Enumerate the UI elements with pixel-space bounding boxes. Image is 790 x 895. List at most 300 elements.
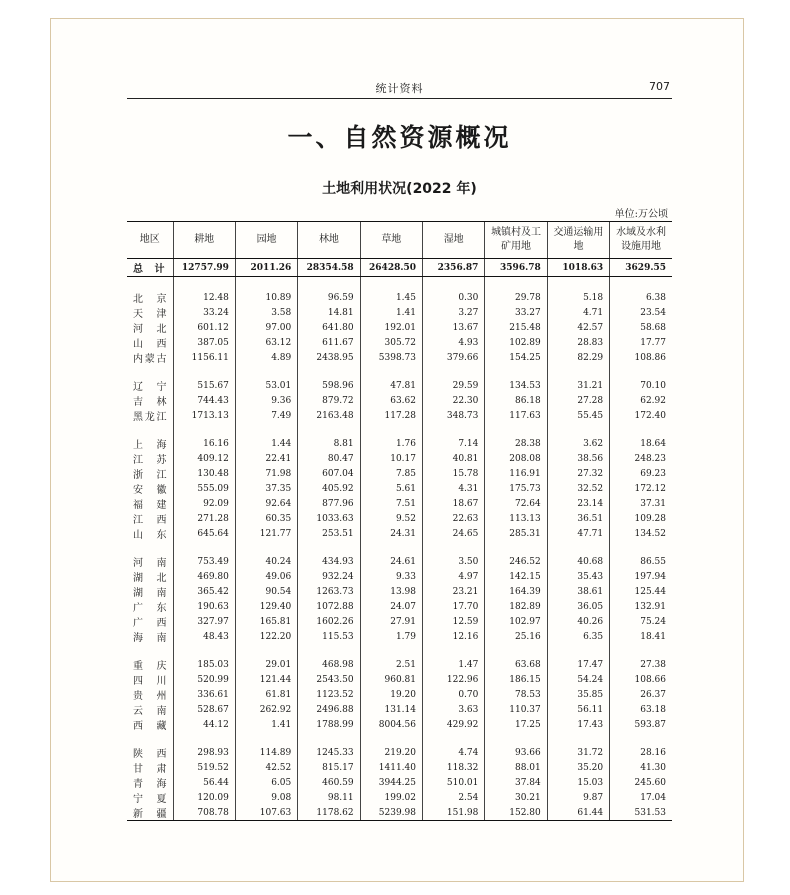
spacer-cell <box>360 644 422 657</box>
value-cell: 31.72 <box>547 745 609 760</box>
spacer-cell <box>173 732 235 745</box>
value-cell: 36.51 <box>547 511 609 526</box>
table-row <box>127 629 672 644</box>
group-spacer <box>127 365 672 378</box>
value-cell: 0.30 <box>423 290 485 305</box>
table-row <box>127 290 672 305</box>
value-cell: 42.52 <box>235 760 297 775</box>
value-cell: 28.83 <box>547 335 609 350</box>
value-cell: 190.63 <box>173 599 235 614</box>
value-cell: 641.80 <box>298 320 360 335</box>
value-cell: 3629.55 <box>610 259 672 277</box>
value-cell: 1.45 <box>360 290 422 305</box>
value-cell: 86.18 <box>485 393 547 408</box>
value-cell: 1245.33 <box>298 745 360 760</box>
value-cell: 22.63 <box>423 511 485 526</box>
region-cell: 河北 <box>133 324 167 335</box>
value-cell: 18.67 <box>423 496 485 511</box>
region-cell: 广东 <box>133 603 167 614</box>
region-cell: 总计 <box>127 259 173 277</box>
value-cell: 110.37 <box>485 702 547 717</box>
value-cell: 15.78 <box>423 466 485 481</box>
value-cell: 17.70 <box>423 599 485 614</box>
spacer-cell <box>127 732 173 745</box>
column-header: 草地 <box>360 222 422 259</box>
value-cell: 38.61 <box>547 584 609 599</box>
value-cell: 71.98 <box>235 466 297 481</box>
value-cell: 336.61 <box>173 687 235 702</box>
value-cell: 27.28 <box>547 393 609 408</box>
chapter-title: 一、自然资源概况 <box>287 123 512 152</box>
value-cell: 2496.88 <box>298 702 360 717</box>
value-cell: 2543.50 <box>298 672 360 687</box>
value-cell: 13.67 <box>423 320 485 335</box>
group-spacer <box>127 732 672 745</box>
value-cell: 116.91 <box>485 466 547 481</box>
value-cell: 9.36 <box>235 393 297 408</box>
region-cell: 江西 <box>133 515 167 526</box>
value-cell: 10.89 <box>235 290 297 305</box>
value-cell: 98.11 <box>298 790 360 805</box>
spacer-cell <box>610 365 672 378</box>
value-cell: 409.12 <box>173 451 235 466</box>
spacer-cell <box>127 365 173 378</box>
value-cell: 6.35 <box>547 629 609 644</box>
value-cell: 32.52 <box>547 481 609 496</box>
value-cell: 23.21 <box>423 584 485 599</box>
value-cell: 298.93 <box>173 745 235 760</box>
value-cell: 172.40 <box>610 408 672 423</box>
value-cell: 1713.13 <box>173 408 235 423</box>
spacer-cell <box>298 423 360 436</box>
value-cell: 468.98 <box>298 657 360 672</box>
table-row <box>127 451 672 466</box>
spacer-cell <box>610 277 672 291</box>
value-cell: 63.18 <box>610 702 672 717</box>
spacer-cell <box>235 277 297 291</box>
value-cell: 37.84 <box>485 775 547 790</box>
value-cell: 1178.62 <box>298 805 360 821</box>
value-cell: 1156.11 <box>173 350 235 365</box>
value-cell: 405.92 <box>298 481 360 496</box>
value-cell: 35.43 <box>547 569 609 584</box>
table-row <box>127 350 672 365</box>
value-cell: 165.81 <box>235 614 297 629</box>
region-cell: 上海 <box>133 440 167 451</box>
spacer-cell <box>298 732 360 745</box>
column-header: 地区 <box>127 222 173 259</box>
region-cell: 山西 <box>133 339 167 350</box>
table-row <box>127 526 672 541</box>
value-cell: 121.44 <box>235 672 297 687</box>
value-cell: 10.17 <box>360 451 422 466</box>
column-header: 耕地 <box>173 222 235 259</box>
value-cell: 54.24 <box>547 672 609 687</box>
spacer-cell <box>360 423 422 436</box>
value-cell: 215.48 <box>485 320 547 335</box>
land-use-table <box>127 221 672 821</box>
value-cell: 3.50 <box>423 554 485 569</box>
value-cell: 598.96 <box>298 378 360 393</box>
value-cell: 708.78 <box>173 805 235 821</box>
total-row <box>127 259 672 277</box>
value-cell: 17.43 <box>547 717 609 732</box>
value-cell: 19.20 <box>360 687 422 702</box>
value-cell: 125.44 <box>610 584 672 599</box>
value-cell: 4.31 <box>423 481 485 496</box>
value-cell: 13.98 <box>360 584 422 599</box>
spacer-cell <box>423 423 485 436</box>
value-cell: 37.35 <box>235 481 297 496</box>
value-cell: 114.89 <box>235 745 297 760</box>
value-cell: 429.92 <box>423 717 485 732</box>
region-cell: 四川 <box>133 676 167 687</box>
value-cell: 4.74 <box>423 745 485 760</box>
group-spacer <box>127 277 672 291</box>
spacer-cell <box>610 732 672 745</box>
value-cell: 24.07 <box>360 599 422 614</box>
value-cell: 186.15 <box>485 672 547 687</box>
value-cell: 932.24 <box>298 569 360 584</box>
region-cell: 重庆 <box>133 661 167 672</box>
spacer-cell <box>485 541 547 554</box>
spacer-cell <box>173 423 235 436</box>
value-cell: 434.93 <box>298 554 360 569</box>
value-cell: 4.93 <box>423 335 485 350</box>
spacer-cell <box>298 277 360 291</box>
value-cell: 9.08 <box>235 790 297 805</box>
table-row <box>127 672 672 687</box>
value-cell: 164.39 <box>485 584 547 599</box>
region-cell: 新疆 <box>127 805 173 821</box>
value-cell: 134.53 <box>485 378 547 393</box>
value-cell: 49.06 <box>235 569 297 584</box>
value-cell: 877.96 <box>298 496 360 511</box>
value-cell: 4.71 <box>547 305 609 320</box>
table-row <box>127 614 672 629</box>
value-cell: 3.62 <box>547 436 609 451</box>
value-cell: 102.97 <box>485 614 547 629</box>
value-cell: 60.35 <box>235 511 297 526</box>
value-cell: 131.14 <box>360 702 422 717</box>
table-row <box>127 481 672 496</box>
value-cell: 121.77 <box>235 526 297 541</box>
value-cell: 199.02 <box>360 790 422 805</box>
spacer-cell <box>360 277 422 291</box>
value-cell: 113.13 <box>485 511 547 526</box>
group-spacer <box>127 423 672 436</box>
spacer-cell <box>360 365 422 378</box>
column-header: 城镇村及工矿用地 <box>485 222 547 259</box>
value-cell: 27.32 <box>547 466 609 481</box>
value-cell: 154.25 <box>485 350 547 365</box>
value-cell: 1.79 <box>360 629 422 644</box>
value-cell: 92.09 <box>173 496 235 511</box>
value-cell: 2163.48 <box>298 408 360 423</box>
region-cell: 吉林 <box>133 397 167 408</box>
value-cell: 102.89 <box>485 335 547 350</box>
value-cell: 3.58 <box>235 305 297 320</box>
spacer-cell <box>235 732 297 745</box>
spacer-cell <box>298 541 360 554</box>
spacer-cell <box>235 423 297 436</box>
value-cell: 1.41 <box>360 305 422 320</box>
value-cell: 122.96 <box>423 672 485 687</box>
value-cell: 151.98 <box>423 805 485 821</box>
value-cell: 93.66 <box>485 745 547 760</box>
value-cell: 387.05 <box>173 335 235 350</box>
spacer-cell <box>485 732 547 745</box>
value-cell: 7.14 <box>423 436 485 451</box>
table-row <box>127 305 672 320</box>
value-cell: 122.20 <box>235 629 297 644</box>
value-cell: 97.00 <box>235 320 297 335</box>
table-row <box>127 466 672 481</box>
table-row <box>127 717 672 732</box>
region-cell: 云南 <box>133 706 167 717</box>
value-cell: 6.38 <box>610 290 672 305</box>
value-cell: 7.85 <box>360 466 422 481</box>
value-cell: 960.81 <box>360 672 422 687</box>
spacer-cell <box>360 541 422 554</box>
spacer-cell <box>485 644 547 657</box>
region-cell: 湖北 <box>133 573 167 584</box>
value-cell: 117.28 <box>360 408 422 423</box>
value-cell: 555.09 <box>173 481 235 496</box>
value-cell: 63.68 <box>485 657 547 672</box>
value-cell: 18.41 <box>610 629 672 644</box>
value-cell: 12757.99 <box>173 259 235 277</box>
region-cell: 辽宁 <box>133 382 167 393</box>
value-cell: 26.37 <box>610 687 672 702</box>
table-body <box>127 259 672 821</box>
spacer-cell <box>298 365 360 378</box>
value-cell: 63.62 <box>360 393 422 408</box>
value-cell: 118.32 <box>423 760 485 775</box>
table-row <box>127 496 672 511</box>
column-header: 水域及水利设施用地 <box>610 222 672 259</box>
value-cell: 1.41 <box>235 717 297 732</box>
value-cell: 22.30 <box>423 393 485 408</box>
value-cell: 24.65 <box>423 526 485 541</box>
value-cell: 9.33 <box>360 569 422 584</box>
value-cell: 1072.88 <box>298 599 360 614</box>
value-cell: 78.53 <box>485 687 547 702</box>
spacer-cell <box>173 644 235 657</box>
value-cell: 285.31 <box>485 526 547 541</box>
value-cell: 197.94 <box>610 569 672 584</box>
spacer-cell <box>127 423 173 436</box>
value-cell: 262.92 <box>235 702 297 717</box>
value-cell: 55.45 <box>547 408 609 423</box>
value-cell: 132.91 <box>610 599 672 614</box>
value-cell: 28354.58 <box>298 259 360 277</box>
value-cell: 1123.52 <box>298 687 360 702</box>
spacer-cell <box>485 423 547 436</box>
table-row <box>127 760 672 775</box>
spacer-cell <box>547 277 609 291</box>
value-cell: 120.09 <box>173 790 235 805</box>
value-cell: 327.97 <box>173 614 235 629</box>
value-cell: 48.43 <box>173 629 235 644</box>
value-cell: 115.53 <box>298 629 360 644</box>
column-header: 林地 <box>298 222 360 259</box>
spacer-cell <box>547 732 609 745</box>
value-cell: 56.44 <box>173 775 235 790</box>
value-cell: 9.52 <box>360 511 422 526</box>
spacer-cell <box>423 644 485 657</box>
value-cell: 2356.87 <box>423 259 485 277</box>
value-cell: 42.57 <box>547 320 609 335</box>
spacer-cell <box>127 277 173 291</box>
value-cell: 8004.56 <box>360 717 422 732</box>
value-cell: 40.26 <box>547 614 609 629</box>
table-row <box>127 408 672 423</box>
value-cell: 31.21 <box>547 378 609 393</box>
table-row <box>127 599 672 614</box>
value-cell: 63.12 <box>235 335 297 350</box>
column-header: 交通运输用地 <box>547 222 609 259</box>
value-cell: 134.52 <box>610 526 672 541</box>
value-cell: 611.67 <box>298 335 360 350</box>
value-cell: 109.28 <box>610 511 672 526</box>
spacer-cell <box>173 541 235 554</box>
table-title: 土地利用状况(2022 年) <box>322 181 477 197</box>
region-cell: 湖南 <box>133 588 167 599</box>
value-cell: 593.87 <box>610 717 672 732</box>
value-cell: 56.11 <box>547 702 609 717</box>
region-cell: 山东 <box>133 530 167 541</box>
spacer-cell <box>423 541 485 554</box>
value-cell: 92.64 <box>235 496 297 511</box>
value-cell: 3596.78 <box>485 259 547 277</box>
table-row <box>127 393 672 408</box>
table-row <box>127 790 672 805</box>
value-cell: 96.59 <box>298 290 360 305</box>
value-cell: 152.80 <box>485 805 547 821</box>
value-cell: 108.66 <box>610 672 672 687</box>
value-cell: 14.81 <box>298 305 360 320</box>
section-name: 统计资料 <box>375 82 424 95</box>
spacer-cell <box>423 732 485 745</box>
value-cell: 44.12 <box>173 717 235 732</box>
value-cell: 185.03 <box>173 657 235 672</box>
spacer-cell <box>547 541 609 554</box>
value-cell: 2.54 <box>423 790 485 805</box>
spacer-cell <box>235 644 297 657</box>
value-cell: 130.48 <box>173 466 235 481</box>
column-header: 园地 <box>235 222 297 259</box>
value-cell: 37.31 <box>610 496 672 511</box>
value-cell: 5.18 <box>547 290 609 305</box>
value-cell: 108.86 <box>610 350 672 365</box>
value-cell: 86.55 <box>610 554 672 569</box>
value-cell: 744.43 <box>173 393 235 408</box>
value-cell: 35.85 <box>547 687 609 702</box>
value-cell: 510.01 <box>423 775 485 790</box>
region-cell: 天津 <box>133 309 167 320</box>
table-row <box>127 745 672 760</box>
spacer-cell <box>235 365 297 378</box>
running-header <box>127 78 672 99</box>
spacer-cell <box>127 541 173 554</box>
spacer-cell <box>423 365 485 378</box>
region-cell: 北京 <box>133 294 167 305</box>
value-cell: 0.70 <box>423 687 485 702</box>
value-cell: 27.38 <box>610 657 672 672</box>
value-cell: 1788.99 <box>298 717 360 732</box>
value-cell: 17.25 <box>485 717 547 732</box>
value-cell: 12.16 <box>423 629 485 644</box>
value-cell: 117.63 <box>485 408 547 423</box>
value-cell: 16.16 <box>173 436 235 451</box>
value-cell: 7.51 <box>360 496 422 511</box>
header-row <box>127 222 672 259</box>
value-cell: 528.67 <box>173 702 235 717</box>
spacer-cell <box>360 732 422 745</box>
table-row <box>127 335 672 350</box>
value-cell: 22.41 <box>235 451 297 466</box>
spacer-cell <box>127 644 173 657</box>
value-cell: 9.87 <box>547 790 609 805</box>
value-cell: 90.54 <box>235 584 297 599</box>
table-row <box>127 702 672 717</box>
value-cell: 5.61 <box>360 481 422 496</box>
spacer-cell <box>547 423 609 436</box>
table-row <box>127 554 672 569</box>
value-cell: 29.59 <box>423 378 485 393</box>
value-cell: 17.47 <box>547 657 609 672</box>
value-cell: 253.51 <box>298 526 360 541</box>
region-cell: 河南 <box>133 558 167 569</box>
value-cell: 5398.73 <box>360 350 422 365</box>
table-row <box>127 511 672 526</box>
value-cell: 815.17 <box>298 760 360 775</box>
region-cell: 陕西 <box>133 749 167 760</box>
value-cell: 62.92 <box>610 393 672 408</box>
value-cell: 40.24 <box>235 554 297 569</box>
region-cell: 黑龙江 <box>133 412 167 423</box>
value-cell: 18.64 <box>610 436 672 451</box>
value-cell: 35.20 <box>547 760 609 775</box>
spacer-cell <box>485 277 547 291</box>
table-row <box>127 657 672 672</box>
region-cell: 宁夏 <box>133 794 167 805</box>
spacer-cell <box>547 644 609 657</box>
value-cell: 379.66 <box>423 350 485 365</box>
region-cell: 海南 <box>133 633 167 644</box>
value-cell: 515.67 <box>173 378 235 393</box>
value-cell: 17.04 <box>610 790 672 805</box>
value-cell: 3.27 <box>423 305 485 320</box>
value-cell: 23.54 <box>610 305 672 320</box>
value-cell: 175.73 <box>485 481 547 496</box>
value-cell: 172.12 <box>610 481 672 496</box>
value-cell: 7.49 <box>235 408 297 423</box>
value-cell: 88.01 <box>485 760 547 775</box>
value-cell: 305.72 <box>360 335 422 350</box>
value-cell: 460.59 <box>298 775 360 790</box>
value-cell: 531.53 <box>610 805 672 821</box>
value-cell: 219.20 <box>360 745 422 760</box>
value-cell: 70.10 <box>610 378 672 393</box>
value-cell: 25.16 <box>485 629 547 644</box>
value-cell: 365.42 <box>173 584 235 599</box>
value-cell: 245.60 <box>610 775 672 790</box>
value-cell: 61.44 <box>547 805 609 821</box>
value-cell: 72.64 <box>485 496 547 511</box>
value-cell: 47.71 <box>547 526 609 541</box>
